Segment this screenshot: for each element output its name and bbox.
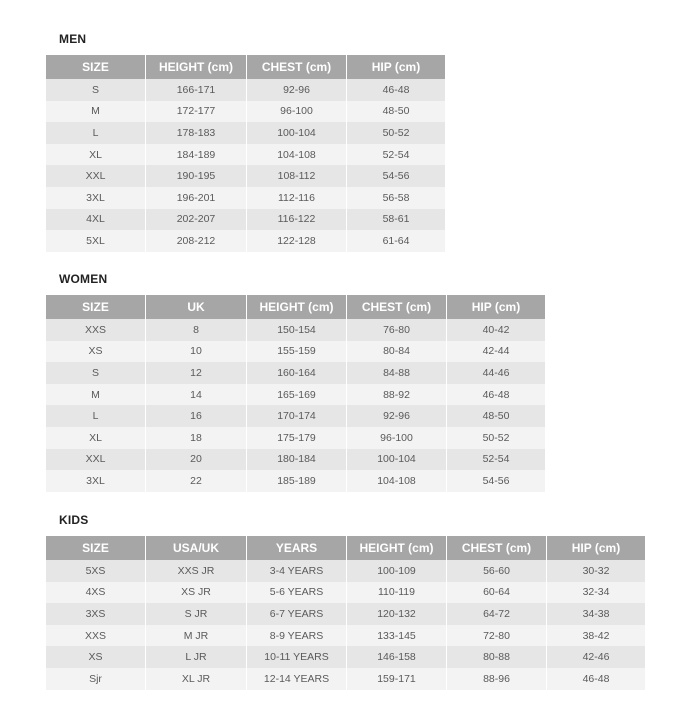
table-row xyxy=(46,165,445,187)
cell-height-cm: 110-119 xyxy=(347,582,446,604)
cell-height-cm: 178-183 xyxy=(146,122,246,144)
column-header-usa-uk: USA/UK xyxy=(146,536,246,560)
table-row xyxy=(46,603,645,625)
cell-hip-cm: 48-50 xyxy=(447,405,545,427)
cell-years: 8-9 YEARS xyxy=(247,625,346,647)
women-size-table xyxy=(45,295,546,492)
table-row xyxy=(46,362,545,384)
cell-height-cm: 185-189 xyxy=(247,470,346,492)
cell-uk: 20 xyxy=(146,449,246,471)
column-header-height-cm: HEIGHT (cm) xyxy=(247,295,346,319)
cell-usa-uk: XXS JR xyxy=(146,560,246,582)
cell-usa-uk: M JR xyxy=(146,625,246,647)
table-row xyxy=(46,187,445,209)
cell-hip-cm: 50-52 xyxy=(347,122,445,144)
column-header-chest-cm: CHEST (cm) xyxy=(347,295,446,319)
cell-chest-cm: 88-96 xyxy=(447,668,546,690)
cell-years: 12-14 YEARS xyxy=(247,668,346,690)
cell-size: L xyxy=(46,122,145,144)
cell-height-cm: 202-207 xyxy=(146,209,246,231)
cell-hip-cm: 56-58 xyxy=(347,187,445,209)
table-row xyxy=(46,427,545,449)
men-section-title: MEN xyxy=(59,32,87,46)
column-header-size: SIZE xyxy=(46,55,145,79)
table-row xyxy=(46,209,445,231)
cell-years: 3-4 YEARS xyxy=(247,560,346,582)
cell-height-cm: 159-171 xyxy=(347,668,446,690)
cell-chest-cm: 56-60 xyxy=(447,560,546,582)
cell-hip-cm: 38-42 xyxy=(547,625,645,647)
cell-chest-cm: 96-100 xyxy=(347,427,446,449)
cell-uk: 16 xyxy=(146,405,246,427)
kids-section-title: KIDS xyxy=(59,513,89,527)
cell-size: 5XL xyxy=(46,230,145,252)
table-row xyxy=(46,582,645,604)
cell-chest-cm: 84-88 xyxy=(347,362,446,384)
cell-usa-uk: XS JR xyxy=(146,582,246,604)
cell-usa-uk: L JR xyxy=(146,646,246,668)
table-row xyxy=(46,470,545,492)
cell-size: 3XL xyxy=(46,470,145,492)
cell-size: XS xyxy=(46,341,145,363)
cell-size: L xyxy=(46,405,145,427)
cell-size: 4XL xyxy=(46,209,145,231)
table-row xyxy=(46,405,545,427)
cell-years: 5-6 YEARS xyxy=(247,582,346,604)
cell-chest-cm: 92-96 xyxy=(347,405,446,427)
cell-years: 10-11 YEARS xyxy=(247,646,346,668)
cell-hip-cm: 44-46 xyxy=(447,362,545,384)
cell-usa-uk: XL JR xyxy=(146,668,246,690)
table-row xyxy=(46,122,445,144)
cell-hip-cm: 58-61 xyxy=(347,209,445,231)
cell-chest-cm: 112-116 xyxy=(247,187,346,209)
table-row xyxy=(46,449,545,471)
cell-hip-cm: 42-46 xyxy=(547,646,645,668)
table-row xyxy=(46,79,445,101)
men-size-table xyxy=(45,55,446,252)
table-row xyxy=(46,560,645,582)
cell-height-cm: 166-171 xyxy=(146,79,246,101)
column-header-hip-cm: HIP (cm) xyxy=(447,295,545,319)
cell-size: S xyxy=(46,362,145,384)
cell-chest-cm: 88-92 xyxy=(347,384,446,406)
cell-chest-cm: 100-104 xyxy=(247,122,346,144)
cell-chest-cm: 60-64 xyxy=(447,582,546,604)
table-row xyxy=(46,646,645,668)
table-header-row xyxy=(46,55,445,79)
cell-size: XXL xyxy=(46,449,145,471)
cell-uk: 12 xyxy=(146,362,246,384)
cell-uk: 8 xyxy=(146,319,246,341)
cell-size: M xyxy=(46,384,145,406)
cell-chest-cm: 108-112 xyxy=(247,165,346,187)
table-row xyxy=(46,625,645,647)
cell-chest-cm: 92-96 xyxy=(247,79,346,101)
table-header-row xyxy=(46,295,545,319)
cell-hip-cm: 54-56 xyxy=(447,470,545,492)
cell-hip-cm: 52-54 xyxy=(447,449,545,471)
column-header-hip-cm: HIP (cm) xyxy=(547,536,645,560)
cell-height-cm: 208-212 xyxy=(146,230,246,252)
cell-uk: 18 xyxy=(146,427,246,449)
cell-uk: 14 xyxy=(146,384,246,406)
column-header-hip-cm: HIP (cm) xyxy=(347,55,445,79)
table-row xyxy=(46,384,545,406)
cell-height-cm: 160-164 xyxy=(247,362,346,384)
column-header-height-cm: HEIGHT (cm) xyxy=(146,55,246,79)
table-header-row xyxy=(46,536,645,560)
cell-hip-cm: 54-56 xyxy=(347,165,445,187)
table-row xyxy=(46,341,545,363)
cell-uk: 22 xyxy=(146,470,246,492)
cell-size: S xyxy=(46,79,145,101)
cell-hip-cm: 34-38 xyxy=(547,603,645,625)
cell-size: 3XS xyxy=(46,603,145,625)
cell-hip-cm: 52-54 xyxy=(347,144,445,166)
cell-height-cm: 175-179 xyxy=(247,427,346,449)
cell-chest-cm: 76-80 xyxy=(347,319,446,341)
cell-uk: 10 xyxy=(146,341,246,363)
cell-chest-cm: 122-128 xyxy=(247,230,346,252)
column-header-height-cm: HEIGHT (cm) xyxy=(347,536,446,560)
column-header-uk: UK xyxy=(146,295,246,319)
cell-hip-cm: 32-34 xyxy=(547,582,645,604)
cell-height-cm: 196-201 xyxy=(146,187,246,209)
table-row xyxy=(46,319,545,341)
cell-chest-cm: 116-122 xyxy=(247,209,346,231)
column-header-size: SIZE xyxy=(46,295,145,319)
cell-hip-cm: 40-42 xyxy=(447,319,545,341)
table-row xyxy=(46,144,445,166)
column-header-years: YEARS xyxy=(247,536,346,560)
cell-size: XS xyxy=(46,646,145,668)
cell-hip-cm: 42-44 xyxy=(447,341,545,363)
cell-chest-cm: 80-84 xyxy=(347,341,446,363)
column-header-size: SIZE xyxy=(46,536,145,560)
cell-size: XL xyxy=(46,427,145,449)
cell-height-cm: 172-177 xyxy=(146,101,246,123)
cell-height-cm: 190-195 xyxy=(146,165,246,187)
table-row xyxy=(46,101,445,123)
cell-chest-cm: 72-80 xyxy=(447,625,546,647)
cell-height-cm: 150-154 xyxy=(247,319,346,341)
cell-height-cm: 155-159 xyxy=(247,341,346,363)
cell-height-cm: 170-174 xyxy=(247,405,346,427)
cell-chest-cm: 104-108 xyxy=(247,144,346,166)
cell-chest-cm: 64-72 xyxy=(447,603,546,625)
cell-size: Sjr xyxy=(46,668,145,690)
cell-height-cm: 120-132 xyxy=(347,603,446,625)
cell-hip-cm: 50-52 xyxy=(447,427,545,449)
cell-size: XL xyxy=(46,144,145,166)
cell-height-cm: 180-184 xyxy=(247,449,346,471)
cell-chest-cm: 80-88 xyxy=(447,646,546,668)
cell-height-cm: 100-109 xyxy=(347,560,446,582)
table-row xyxy=(46,668,645,690)
table-row xyxy=(46,230,445,252)
cell-height-cm: 146-158 xyxy=(347,646,446,668)
column-header-chest-cm: CHEST (cm) xyxy=(447,536,546,560)
cell-hip-cm: 48-50 xyxy=(347,101,445,123)
cell-hip-cm: 46-48 xyxy=(547,668,645,690)
women-section-title: WOMEN xyxy=(59,272,108,286)
cell-hip-cm: 61-64 xyxy=(347,230,445,252)
column-header-chest-cm: CHEST (cm) xyxy=(247,55,346,79)
cell-usa-uk: S JR xyxy=(146,603,246,625)
cell-hip-cm: 30-32 xyxy=(547,560,645,582)
cell-height-cm: 165-169 xyxy=(247,384,346,406)
cell-size: M xyxy=(46,101,145,123)
cell-size: XXL xyxy=(46,165,145,187)
cell-chest-cm: 96-100 xyxy=(247,101,346,123)
cell-size: 5XS xyxy=(46,560,145,582)
cell-hip-cm: 46-48 xyxy=(347,79,445,101)
cell-size: XXS xyxy=(46,319,145,341)
cell-chest-cm: 104-108 xyxy=(347,470,446,492)
cell-height-cm: 184-189 xyxy=(146,144,246,166)
cell-height-cm: 133-145 xyxy=(347,625,446,647)
cell-years: 6-7 YEARS xyxy=(247,603,346,625)
cell-size: 3XL xyxy=(46,187,145,209)
cell-size: 4XS xyxy=(46,582,145,604)
kids-size-table xyxy=(45,536,646,690)
cell-chest-cm: 100-104 xyxy=(347,449,446,471)
cell-hip-cm: 46-48 xyxy=(447,384,545,406)
cell-size: XXS xyxy=(46,625,145,647)
